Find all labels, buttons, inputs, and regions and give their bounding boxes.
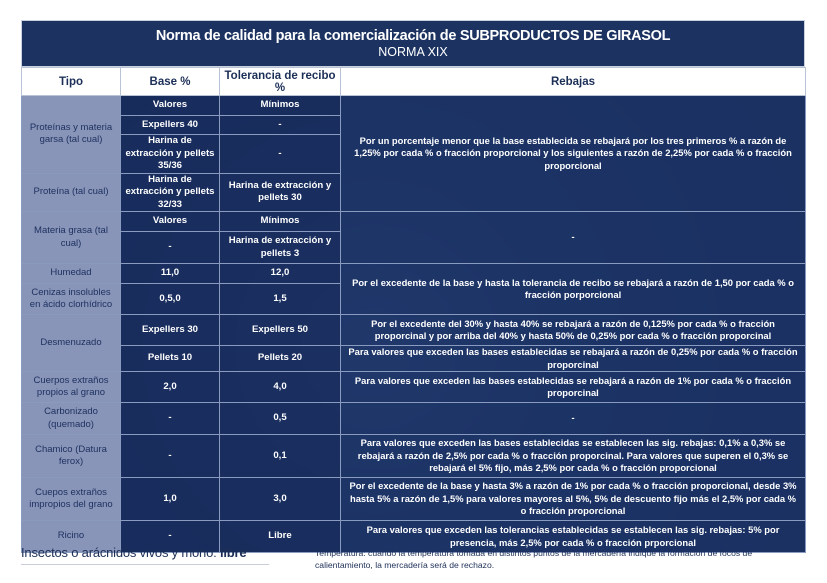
table-row: [22, 212, 806, 232]
base-cell: Harina de extracción y pellets 35/36: [121, 135, 220, 174]
base-cell: 0,5,0: [121, 284, 220, 315]
column-header-tolerancia: Tolerancia de recibo %: [220, 68, 341, 96]
tolerancia-cell: Harina de extracción y pellets 3: [220, 232, 341, 264]
table-title: Norma de calidad para la comercialización de SUBPRODUCTOS DE GIRASOL: [155, 28, 671, 44]
quality-norm-table-container: [21, 20, 805, 553]
rebaja-cell: Por el excedente del 30% y hasta 40% se rebajará a razón de 0,125% por cada % o fracción proporcinal y por arriba del 40% y hasta 50% de 0,25% por cada % o fracción proporcinal: [341, 315, 806, 346]
tolerancia-cell: Expellers 50: [220, 315, 341, 346]
tipo-cell: Chamico (Datura ferox): [22, 435, 121, 478]
rebaja-cell: Para valores que exceden las bases establecidas se rebajará a razón de 0,25% por cada % o fracción proporcinal: [341, 346, 806, 372]
insectos-label: Insectos o arácnidos vivos y moho:: [21, 545, 220, 560]
table-row: [22, 403, 806, 435]
rebaja-cell: Por un porcentaje menor que la base establecida se rebajará por los tres primeros % a razón de 1,25% por cada % o fracción proporcional y los siguientes a razón de 2,25% por cada % o fracción proporcional: [341, 96, 806, 212]
table-row: [22, 96, 806, 116]
rebaja-cell: Para valores que exceden las bases establecidas se rebajará a razón de 1% por cada % o fracción proporcinal: [341, 372, 806, 403]
tolerancia-cell: Libre: [220, 521, 341, 553]
rebaja-cell: -: [341, 403, 806, 435]
base-cell: -: [121, 403, 220, 435]
base-cell: 2,0: [121, 372, 220, 403]
insectos-note: [21, 545, 269, 565]
table-row: [22, 315, 806, 346]
table-row: [22, 478, 806, 521]
base-cell: -: [121, 435, 220, 478]
tolerancia-cell: 4,0: [220, 372, 341, 403]
tolerancia-cell: 12,0: [220, 264, 341, 284]
tolerancia-cell: 3,0: [220, 478, 341, 521]
header-row: [22, 68, 806, 96]
tipo-cell: Materia grasa (tal cual): [22, 212, 121, 264]
base-cell: 11,0: [121, 264, 220, 284]
table-subtitle: NORMA XIX: [378, 45, 448, 59]
tolerancia-cell: Pellets 20: [220, 346, 341, 372]
tipo-cell: Cuerpos extraños propios al grano: [22, 372, 121, 403]
tipo-cell: Cuepos extraños impropios del grano: [22, 478, 121, 521]
tipo-cell: Carbonizado (quemado): [22, 403, 121, 435]
tipo-cell: Cenizas insolubles en ácido clorhídrico: [22, 284, 121, 315]
tipo-cell: Ricino: [22, 521, 121, 553]
tolerancia-cell: -: [220, 135, 341, 174]
tipo-cell: Proteínas y materia garsa (tal cual): [22, 96, 121, 174]
base-cell: 1,0: [121, 478, 220, 521]
rebaja-cell: Para valores que exceden las bases establecidas se establecen las sig. rebajas: 0,1% a 0,3% se rebajará a razón de 2,5% por cada % o fracción proporcinal. Para valores que superen el 0,3% se rebajará el 5% fijo, más 2,5% por cada % o fracción proporcional: [341, 435, 806, 478]
quality-norm-table: [21, 67, 806, 553]
rebaja-cell: Por el excedente de la base y hasta 3% a razón de 1% por cada % o fracción proporcional, desde 3% hasta 5% a razón de 1,5% para valores mayores al 5%, 5% de descuento fijo más el 2,5% por cada % o fracción proporcional: [341, 478, 806, 521]
rebaja-cell: Para valores que exceden las tolerancias establecidas se establecen las sig. rebajas: 5% por presencia, más 2,5% por cada % o fracción prporcional: [341, 521, 806, 553]
base-cell: Valores: [121, 212, 220, 232]
tolerancia-cell: 1,5: [220, 284, 341, 315]
base-cell: -: [121, 521, 220, 553]
tipo-cell: Proteína (tal cual): [22, 173, 121, 212]
tolerancia-cell: 0,1: [220, 435, 341, 478]
rebaja-cell: Por el excedente de la base y hasta la tolerancia de recibo se rebajará a razón de 1,50 por cada % o fracción porporcional: [341, 264, 806, 315]
column-header-tipo: Tipo: [22, 68, 121, 96]
base-cell: Expellers 30: [121, 315, 220, 346]
base-cell: Expellers 40: [121, 116, 220, 135]
title-band: [21, 20, 805, 67]
tipo-cell: Humedad: [22, 264, 121, 284]
temperatura-note: Temperatura: cuando la temperatura tomada en distintos puntos de la mercadería indique la formación de focos de calientamiento, la mercadería será de rechazo.: [315, 548, 753, 570]
tolerancia-cell: Harina de extracción y pellets 30: [220, 173, 341, 212]
base-cell: -: [121, 232, 220, 264]
base-cell: Harina de extracción y pellets 32/33: [121, 173, 220, 212]
table-row: [22, 264, 806, 284]
column-header-base: Base %: [121, 68, 220, 96]
insectos-value: libre: [219, 545, 247, 560]
base-cell: Valores: [121, 96, 220, 116]
table-row: [22, 346, 806, 372]
tolerancia-cell: Mínimos: [220, 96, 341, 116]
table-row: [22, 435, 806, 478]
base-cell: Pellets 10: [121, 346, 220, 372]
tolerancia-cell: -: [220, 116, 341, 135]
column-header-rebajas: Rebajas: [341, 68, 806, 96]
tolerancia-cell: Mínimos: [220, 212, 341, 232]
table-row: [22, 372, 806, 403]
tolerancia-cell: 0,5: [220, 403, 341, 435]
rebaja-cell: -: [341, 212, 806, 264]
tipo-cell: Desmenuzado: [22, 315, 121, 372]
